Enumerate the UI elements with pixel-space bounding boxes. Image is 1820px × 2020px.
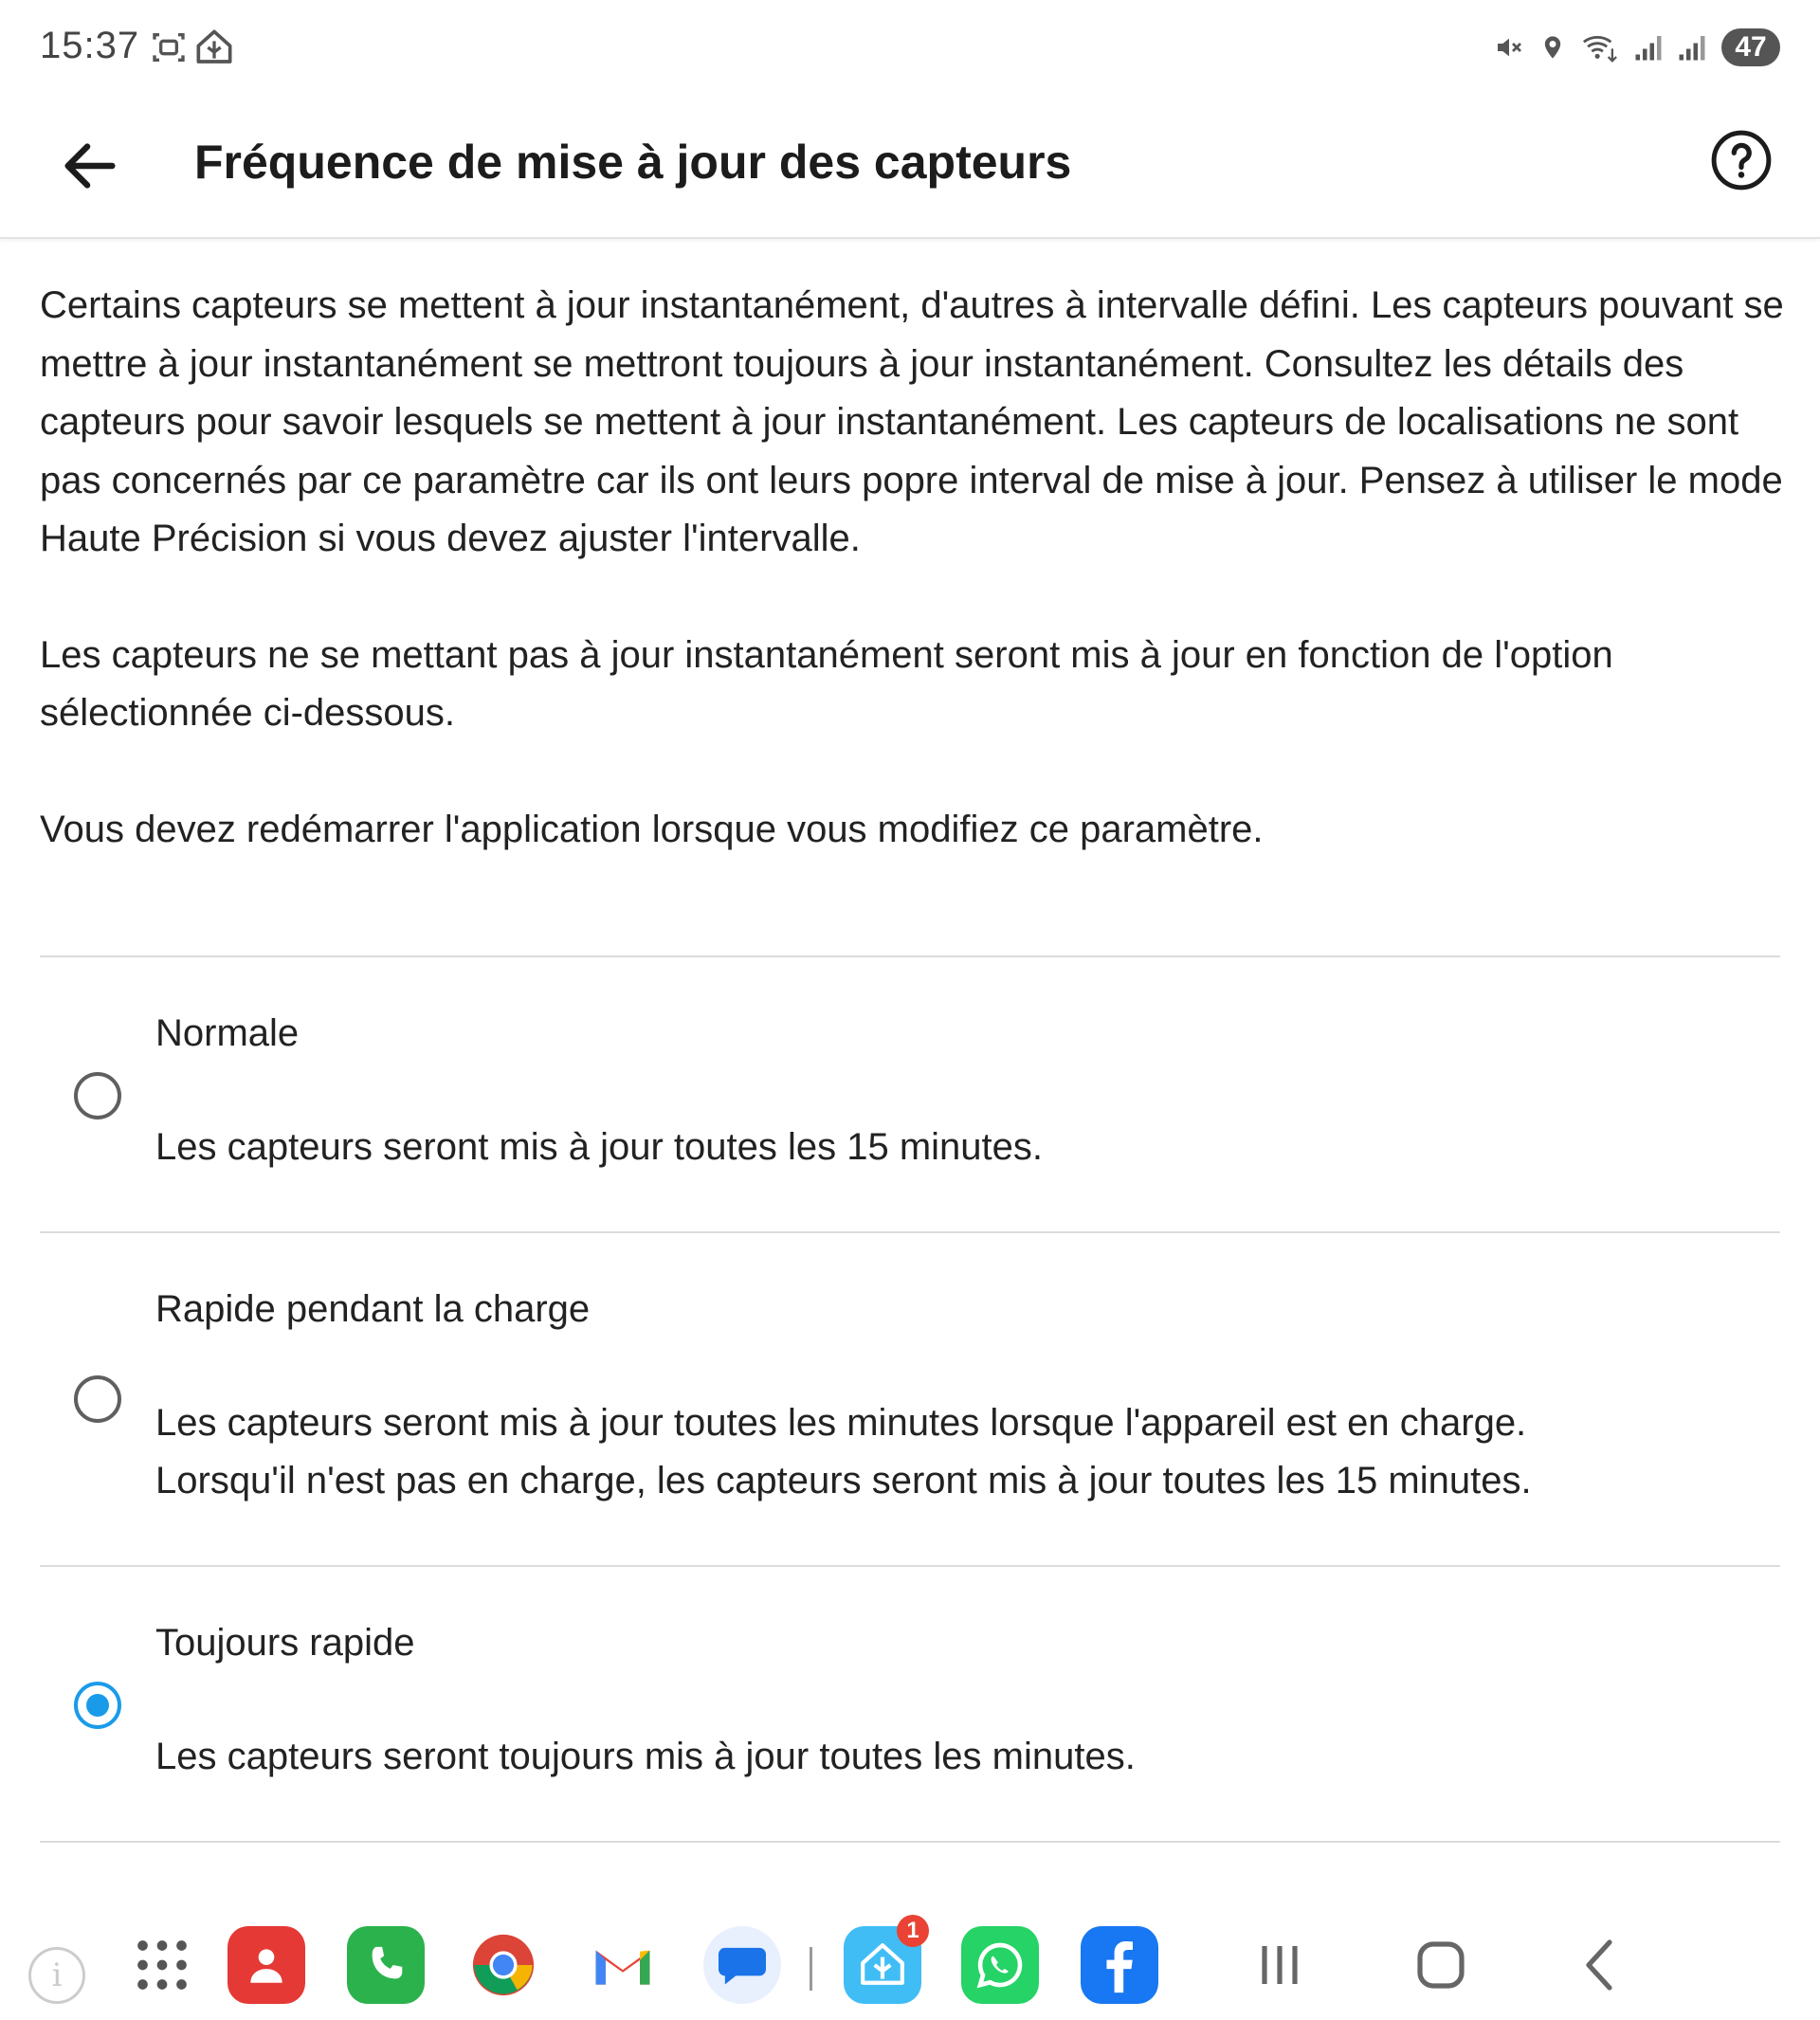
home-assistant-icon <box>195 28 233 66</box>
signal-icon <box>1634 32 1663 63</box>
mute-icon <box>1494 30 1524 64</box>
radio-toujours-rapide-selected[interactable] <box>74 1682 121 1729</box>
option-normale[interactable] <box>40 957 1780 1232</box>
signal-icon <box>1678 32 1706 63</box>
option-description: Les capteurs seront mis à jour toutes les minutes lorsque l'appareil est en charge. <box>155 1402 1527 1444</box>
app-drawer-icon[interactable] <box>123 1926 201 2004</box>
screenshot-icon <box>150 28 188 66</box>
description-paragraph: Certains capteurs se mettent à jour instantanément, d'autres à intervalle défini. Les capteurs pouvant se mettre à jour instantanément se mettront toujours à jour instantanément. Consultez les détails des capteurs pour savoir lesquels se mettent à jour instantanément. Les capteurs de localisations ne sont pas concernés par ce paramètre car ils ont leurs popre interval de mise à jour. Pensez à utiliser le mode Haute Précision si vous devez ajuster l'intervalle. <box>40 284 1784 559</box>
home-icon[interactable] <box>1403 1926 1479 2004</box>
option-description: Les capteurs seront mis à jour toutes les 15 minutes. <box>155 1126 1044 1168</box>
divider <box>40 1841 1780 1843</box>
app-bar <box>0 99 1820 239</box>
recents-icon[interactable] <box>1242 1926 1318 2004</box>
description-paragraph: Vous devez redémarrer l'application lorsque vous modifiez ce paramètre. <box>40 808 1264 850</box>
page-title: Fréquence de mise à jour des capteurs <box>194 136 1072 189</box>
arrow-back-icon[interactable] <box>57 133 123 199</box>
gmail-icon[interactable] <box>584 1926 662 2004</box>
wifi-icon <box>1581 30 1619 64</box>
radio-rapide-charge[interactable] <box>74 1375 121 1423</box>
option-title: Toujours rapide <box>155 1622 415 1664</box>
facebook-icon[interactable] <box>1081 1926 1158 2004</box>
option-rapide-charge[interactable] <box>40 1233 1780 1565</box>
status-time: 15:37 <box>40 25 140 66</box>
radio-normale[interactable] <box>74 1072 121 1119</box>
chrome-icon[interactable] <box>464 1926 542 2004</box>
back-icon[interactable] <box>1564 1926 1640 2004</box>
notification-badge: 1 <box>897 1915 929 1947</box>
option-title: Rapide pendant la charge <box>155 1288 591 1330</box>
whatsapp-icon[interactable] <box>961 1926 1039 2004</box>
option-title: Normale <box>155 1012 300 1054</box>
contacts-icon[interactable] <box>228 1926 305 2004</box>
taskbar <box>0 1905 1820 2020</box>
location-icon <box>1539 30 1566 64</box>
help-circle-icon[interactable] <box>1710 129 1773 191</box>
settings-description <box>40 277 1793 859</box>
phone-icon[interactable] <box>347 1926 425 2004</box>
description-paragraph: Les capteurs ne se mettant pas à jour instantanément seront mis à jour en fonction de l'option sélectionnée ci-dessous. <box>40 633 1613 734</box>
option-description: Les capteurs seront toujours mis à jour toutes les minutes. <box>155 1736 1136 1777</box>
option-toujours-rapide[interactable] <box>40 1567 1780 1842</box>
messages-icon[interactable] <box>703 1926 781 2004</box>
status-bar <box>0 0 1820 99</box>
battery-level: 47 <box>1721 28 1780 66</box>
home-assistant-icon[interactable] <box>844 1918 921 2004</box>
taskbar-separator <box>810 1947 812 1991</box>
info-icon[interactable]: i <box>28 1947 85 2004</box>
option-description: Lorsqu'il n'est pas en charge, les capteurs seront mis à jour toutes les 15 minutes. <box>155 1460 1532 1501</box>
status-icons <box>1494 25 1780 70</box>
